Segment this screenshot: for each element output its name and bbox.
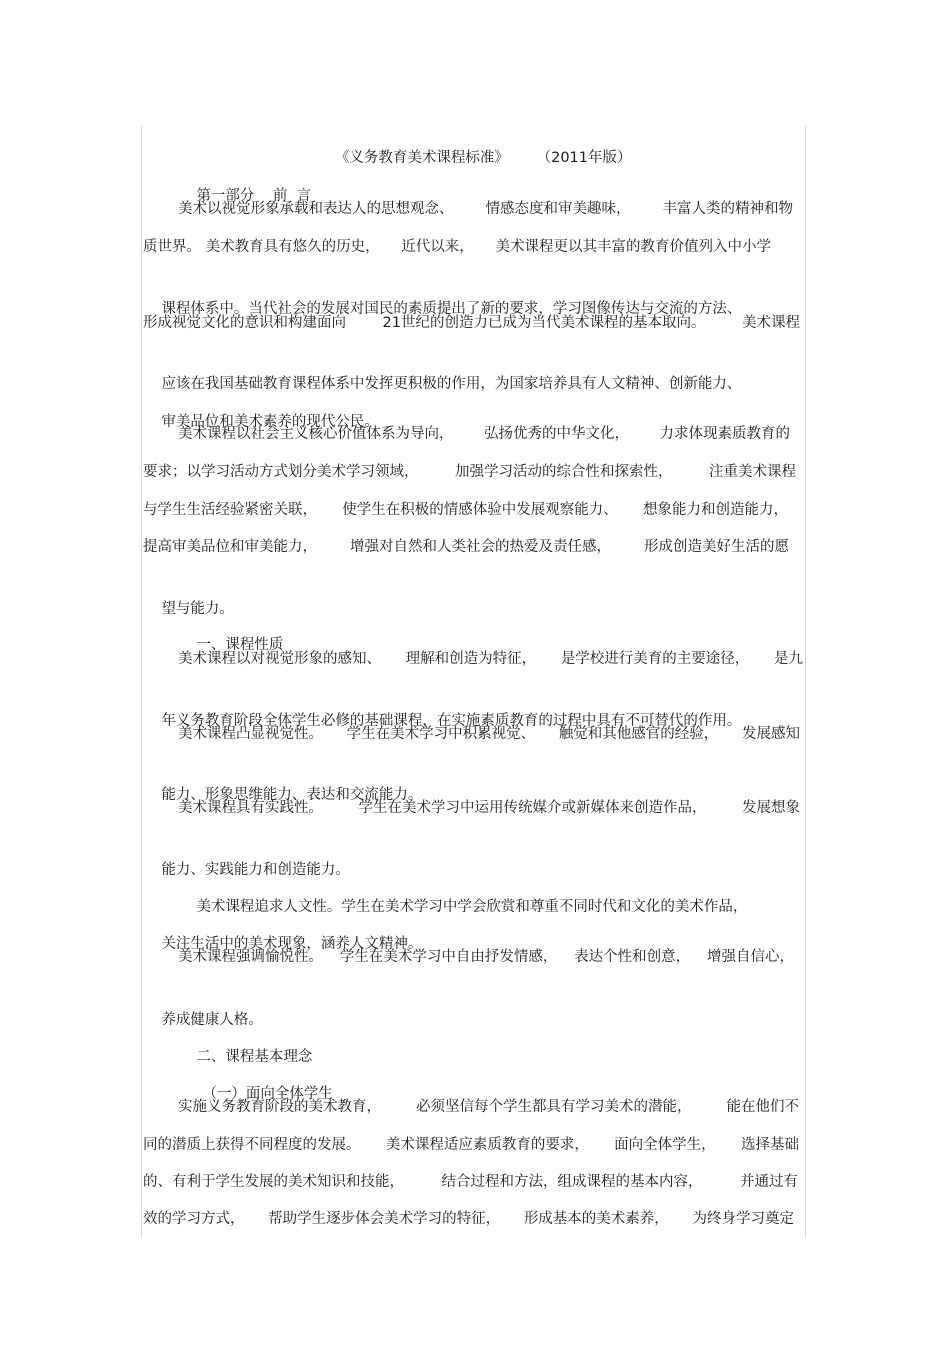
para1-line-1: 美术以视觉形象承载和表达人的思想观念、 情感态度和审美趣味， 丰富人类的精神和物 xyxy=(178,201,793,217)
para2-line-2: 要求；以学习活动方式划分美术学习领域， 加强学习活动的综合性和探索性， 注重美术课程 xyxy=(143,464,796,480)
para2-line-4: 提高审美品位和审美能力， 增强对自然和人类社会的热爱及责任感， 形成创造美好生活的愿 xyxy=(143,539,789,555)
para6-line-2: 关注生活中的美术现象，涵养人文精神。 xyxy=(161,936,423,952)
para1-line-2: 质世界。 美术教育具有悠久的历史， 近代以来， 美术课程更以其丰富的教育价值列入中小学 xyxy=(143,239,771,255)
para8-line-1: 实施义务教育阶段的美术教育， 必须坚信每个学生都具有学习美术的潜能， 能在他们不 xyxy=(178,1099,799,1115)
section-heading-2: 二、课程基本理念 xyxy=(196,1049,313,1065)
para5-line-2: 能力、实践能力和创造能力。 xyxy=(161,862,350,878)
para4-line-2: 能力、形象思维能力、表达和交流能力。 xyxy=(161,787,423,803)
para7-line-2: 养成健康人格。 xyxy=(161,1012,263,1028)
para3-line-2: 年义务教育阶段全体学生必修的基础课程，在实施素质教育的过程中具有不可替代的作用。 xyxy=(161,713,742,729)
document-title xyxy=(143,122,805,166)
title-edition: （2011年版） xyxy=(536,150,632,166)
para8-line-4: 效的学习方式， 帮助学生逐步体会美术学习的特征， 形成基本的美术素养， 为终身学习奠定 xyxy=(143,1211,794,1227)
para2-line-1: 美术课程以社会主义核心价值体系为导向， 弘扬优秀的中华文化， 力求体现素质教育的 xyxy=(178,426,790,442)
section-heading-1: 一、课程性质 xyxy=(196,637,284,653)
para2-line-3: 与学生生活经验紧密关联， 使学生在积极的情感体验中发展观察能力、 想象能力和创造能力， xyxy=(143,502,788,518)
para2-line-5: 望与能力。 xyxy=(161,601,234,617)
para1-line-5: 应该在我国基础教育课程体系中发挥更积极的作用，为国家培养具有人文精神、创新能力、 xyxy=(161,376,742,392)
para4-line-1: 美术课程凸显视觉性。 学生在美术学习中积累视觉、 触觉和其他感官的经验， 发展感知 xyxy=(178,726,800,742)
para3-line-1: 美术课程以对视觉形象的感知、 理解和创造为特征， 是学校进行美育的主要途径， 是九 xyxy=(178,651,803,667)
para8-line-2: 同的潜质上获得不同程度的发展。 美术课程适应素质教育的要求， 面向全体学生， 选择基础 xyxy=(143,1137,799,1153)
para5-line-1: 美术课程具有实践性。 学生在美术学习中运用传统媒介或新媒体来创造作品， 发展想象 xyxy=(178,800,800,816)
para1-line-4: 形成视觉文化的意识和构建面向 21世纪的创造力已成为当代美术课程的基本取向。 美术课程 xyxy=(143,315,800,331)
left-margin-line xyxy=(141,126,142,1238)
para1-line-3: 课程体系中。当代社会的发展对国民的素质提出了新的要求，学习图像传达与交流的方法、 xyxy=(161,301,742,317)
para7-line-1: 美术课程强调愉悦性。 学生在美术学习中自由抒发情感， 表达个性和创意， 增强自信心， xyxy=(178,949,794,965)
part-heading: 第一部分 前 言 xyxy=(196,188,312,204)
right-margin-line xyxy=(805,126,806,1238)
para8-line-3: 的、有利于学生发展的美术知识和技能， 结合过程和方法，组成课程的基本内容， 并通过有 xyxy=(143,1174,798,1190)
para1-line-6: 审美品位和美术素养的现代公民。 xyxy=(161,414,379,430)
title-main: 《义务教育美术课程标准》 xyxy=(334,150,509,166)
para6-line-1: 美术课程追求人文性。学生在美术学习中学会欣赏和尊重不同时代和文化的美术作品， xyxy=(196,899,748,915)
subsection-heading-1: （一）面向全体学生 xyxy=(202,1086,333,1102)
